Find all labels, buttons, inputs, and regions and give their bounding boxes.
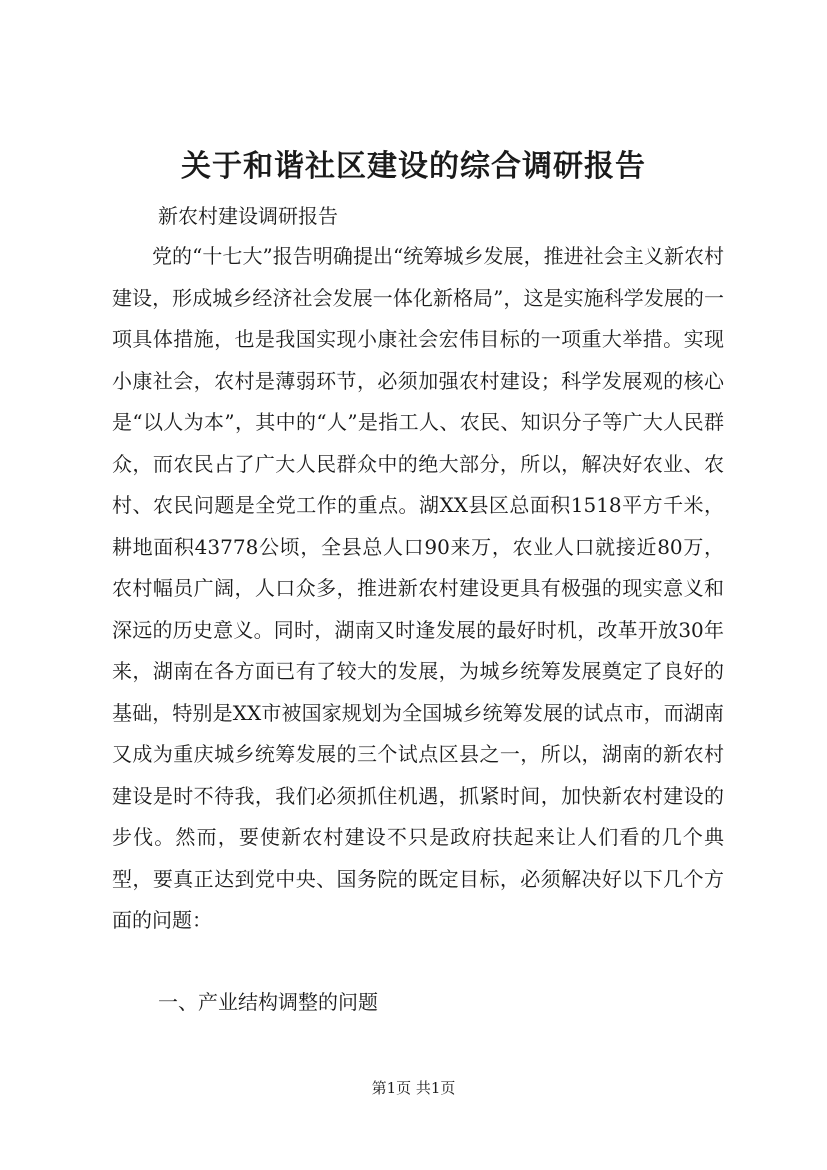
document-title: 关于和谐社区建设的综合调研报告	[181, 149, 646, 184]
document-subtitle: 新农村建设调研报告	[158, 204, 338, 228]
section-heading: 一、产业结构调整的问题	[158, 990, 378, 1014]
page-footer: 第1页 共1页	[371, 1079, 456, 1097]
body-paragraph: 党的“十七大”报告明确提出“统筹城乡发展，推进社会主义新农村建设，形成城乡经济社会发展一体化新格局”，这是实施科学发展的一项具体措施，也是我国实现小康社会宏伟目标的一项重大举措。实现小康社会，农村是薄弱环节，必须加强农村建设；科学发展观的核心是“以人为本”，其中的“人”是指工人、农民、知识分子等广大人民群众，而农民占了广大人民群众中的绝大部分，所以，解决好农业、农村、农民问题是全党工作的重点。湖XX县区总面积1518平方千米，耕地面积43778公顷，全县总人口90来万，农业人口就接近80万，农村幅员广阔，人口众多，推进新农村建设更具有极强的现实意义和深远的历史意义。同时，湖南又时逢发展的最好时机，改革开放30年来，湖南在各方面已有了较大的发展，为城乡统筹发展奠定了良好的基础，特别是XX市被国家规划为全国城乡统筹发展的试点市，而湖南又成为重庆城乡统筹发展的三个试点区县之一，所以，湖南的新农村建设是时不待我，我们必须抓住机遇，抓紧时间，加快新农村建设的步伐。然而，要使新农村建设不只是政府扶起来让人们看的几个典型，要真正达到党中央、国务院的既定目标，必须解决好以下几个方面的问题：	[112, 244, 724, 932]
